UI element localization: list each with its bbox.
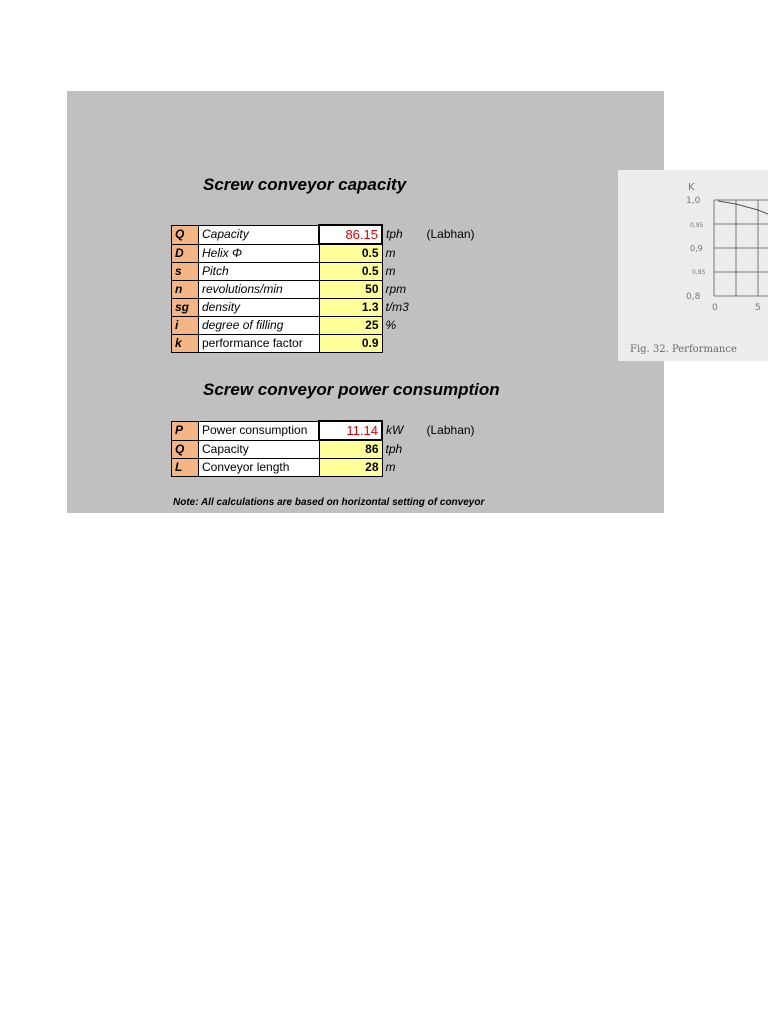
unit-cell[interactable] — [382, 335, 424, 353]
label-cell[interactable]: Helix Φ — [199, 244, 320, 263]
table-row — [172, 225, 478, 244]
spreadsheet-area — [67, 91, 664, 513]
table-row — [172, 281, 478, 299]
table-row — [172, 421, 478, 440]
reference-cell[interactable]: (Labhan) — [426, 227, 475, 241]
performance-factor-input-cell[interactable]: 0.9 — [319, 335, 382, 353]
unit-cell[interactable]: tph — [386, 227, 403, 241]
density-input-cell[interactable]: 1.3 — [319, 299, 382, 317]
revolutions-input-cell[interactable]: 50 — [319, 281, 382, 299]
capacity-result-cell[interactable]: 86.15 — [319, 225, 382, 244]
y-tick: 0,85 — [692, 269, 706, 276]
table-row — [172, 244, 478, 263]
unit-cell[interactable]: m — [385, 264, 396, 278]
table-row — [172, 317, 478, 335]
power-result-cell[interactable]: 11.14 — [319, 421, 382, 440]
capacity-section-title: Screw conveyor capacity — [203, 175, 407, 194]
symbol-cell[interactable]: Q — [172, 440, 199, 459]
label-cell[interactable]: degree of filling — [199, 317, 320, 335]
reference-cell[interactable]: (Labhan) — [426, 423, 475, 437]
x-tick: 5 — [755, 303, 761, 313]
label-cell[interactable]: Capacity — [199, 225, 320, 244]
symbol-cell[interactable]: Q — [172, 225, 199, 244]
symbol-cell[interactable]: s — [172, 263, 199, 281]
y-tick: 0,9 — [690, 244, 703, 253]
table-row — [172, 263, 478, 281]
performance-chart-scan — [618, 170, 768, 361]
power-table — [171, 420, 478, 477]
y-tick: 0,95 — [690, 222, 704, 229]
unit-cell[interactable]: t/m3 — [385, 300, 409, 314]
label-cell[interactable]: Capacity — [199, 440, 320, 459]
unit-cell[interactable]: kW — [386, 423, 404, 437]
symbol-cell[interactable]: D — [172, 244, 199, 263]
conveyor-length-input-cell[interactable]: 28 — [319, 459, 382, 477]
label-cell[interactable]: Pitch — [199, 263, 320, 281]
symbol-cell[interactable]: L — [172, 459, 199, 477]
label-cell[interactable]: Conveyor length — [199, 459, 320, 477]
axis-letter: K — [688, 182, 695, 193]
performance-figure-image[interactable] — [618, 170, 768, 361]
unit-cell[interactable]: % — [385, 318, 397, 332]
unit-cell[interactable]: m — [385, 245, 396, 260]
symbol-cell[interactable]: k — [172, 335, 199, 353]
calculation-note: Note: All calculations are based on horizontal setting of conveyor — [173, 497, 485, 508]
capacity-table — [171, 224, 478, 353]
power-section-title: Screw conveyor power consumption — [203, 380, 500, 399]
unit-cell[interactable]: m — [385, 460, 396, 474]
x-tick: 0 — [712, 303, 718, 313]
symbol-cell[interactable]: n — [172, 281, 199, 299]
helix-input-cell[interactable]: 0.5 — [319, 244, 382, 263]
label-cell[interactable]: density — [199, 299, 320, 317]
symbol-cell[interactable]: sg — [172, 299, 199, 317]
capacity-input-cell[interactable]: 86 — [319, 440, 382, 459]
unit-cell[interactable]: tph — [385, 441, 403, 456]
unit-cell[interactable]: rpm — [385, 282, 407, 296]
table-row — [172, 440, 478, 459]
table-row — [172, 299, 478, 317]
label-cell[interactable]: revolutions/min — [199, 281, 320, 299]
symbol-cell[interactable]: i — [172, 317, 199, 335]
figure-caption: Fig. 32. Performance — [630, 344, 737, 355]
y-tick: 0,8 — [686, 292, 701, 302]
filling-input-cell[interactable]: 25 — [319, 317, 382, 335]
label-cell[interactable]: performance factor — [199, 335, 320, 353]
label-cell[interactable]: Power consumption — [199, 421, 320, 440]
symbol-cell[interactable]: P — [172, 421, 199, 440]
table-row — [172, 459, 478, 477]
y-tick: 1,0 — [686, 196, 701, 206]
pitch-input-cell[interactable]: 0.5 — [319, 263, 382, 281]
table-row — [172, 335, 478, 353]
